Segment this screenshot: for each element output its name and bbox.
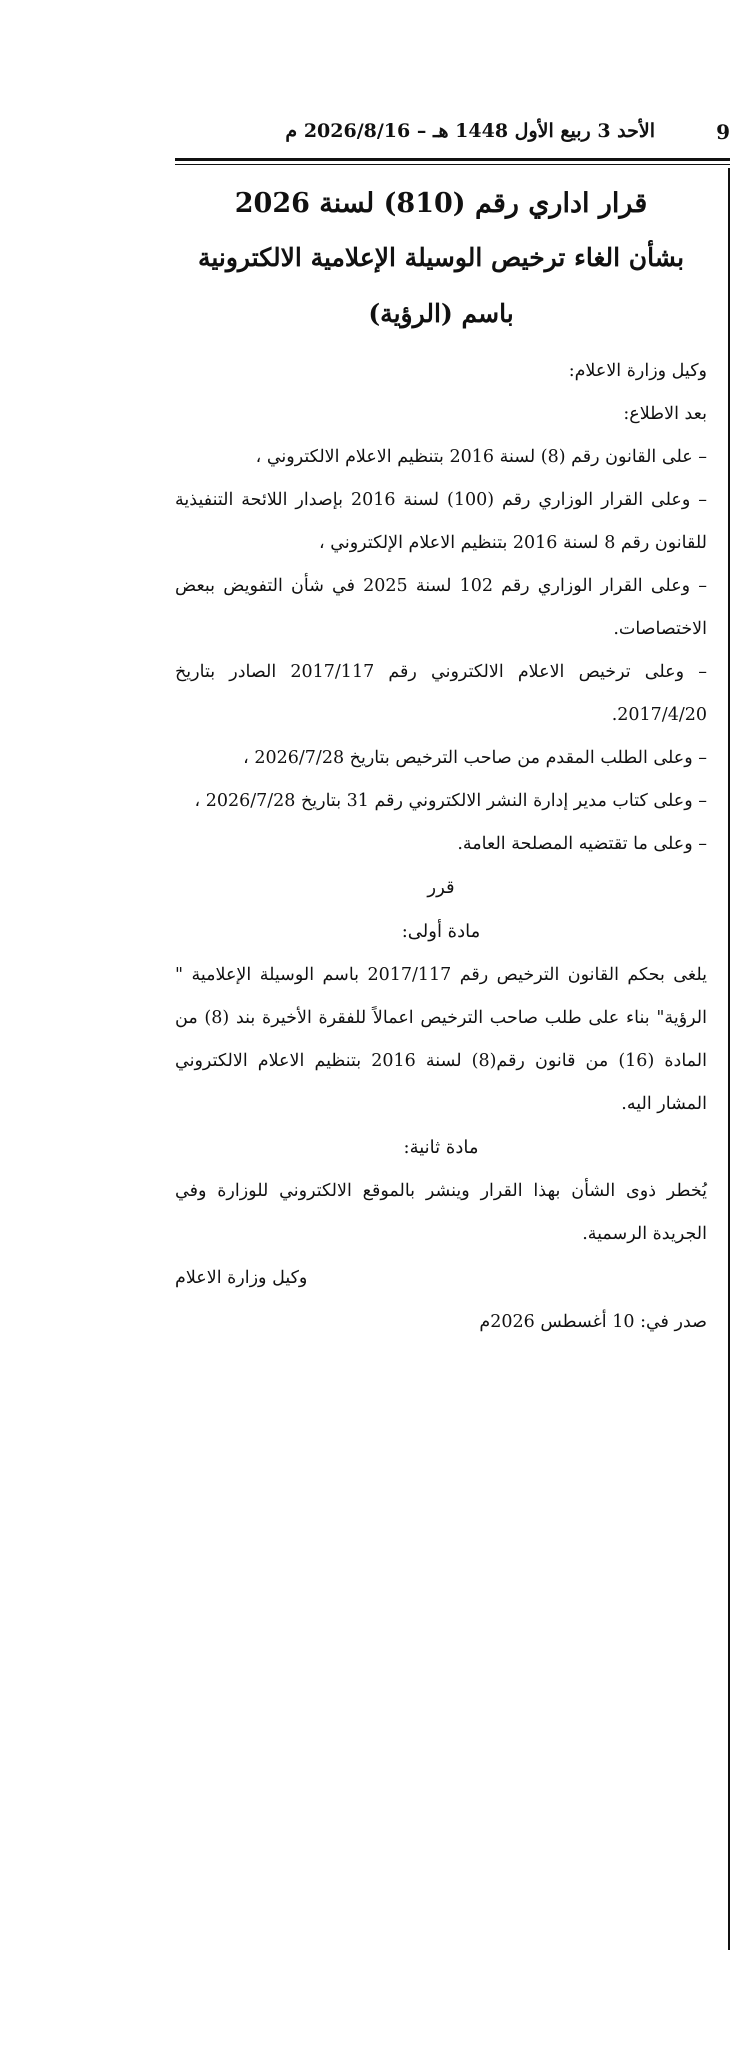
preamble-item: – على القانون رقم (8) لسنة 2016 بتنظيم الاعلام الالكتروني ، [255,447,707,467]
preamble-item: – وعلى الطلب المقدم من صاحب الترخيص بتاريخ 2026/7/28 ، [243,748,707,768]
preamble-item: – وعلى القرار الوزاري رقم (100) لسنة 2016 بإصدار اللائحة التنفيذية للقانون رقم 8 لسنة 2016 بتنظيم الاعلام الإلكتروني ، [175,490,708,553]
decided-heading: قرر [427,877,455,898]
page-number: 9 [716,120,730,144]
article2-title: مادة ثانية: [403,1137,479,1158]
preamble-item: – وعلى كتاب مدير إدارة النشر الالكتروني رقم 31 بتاريخ 2026/7/28 ، [194,791,707,811]
preamble-item: – وعلى ترخيص الاعلام الالكتروني رقم 2017/117 الصادر بتاريخ 2017/4/20. [175,662,707,725]
header-rule-thin [175,164,730,165]
decision-subject: بشأن الغاء ترخيص الوسيلة الإعلامية الالكترونية [197,243,685,272]
article1-text: يلغى بحكم القانون الترخيص رقم 2017/117 باسم الوسيلة الإعلامية " الرؤية" بناء على طلب صاحب الترخيص اعمالاً للفقرة الأخيرة بند (8) من المادة (16) من قانون رقم(8) لسنة 2016 بتنظيم الاعلام الالكتروني المشار اليه. [175,965,707,1114]
preamble-item: – وعلى القرار الوزاري رقم 102 لسنة 2025 في شأن التفويض ببعض الاختصاصات. [175,576,707,639]
article1-title: مادة أولى: [401,921,481,942]
after-review-line: بعد الاطلاع: [623,404,707,424]
preamble-item: – وعلى ما تقتضيه المصلحة العامة. [457,834,707,854]
page-header [175,118,730,148]
header-rule-thick [175,158,730,161]
article2-text: يُخطر ذوى الشأن بهذا القرار وينشر بالموقع الالكتروني للوزارة وفي الجريدة الرسمية. [175,1181,707,1244]
column-rule [728,168,730,1950]
header-date: الأحد 3 ربيع الأول 1448 هـ – 2026/8/16 م [285,120,655,142]
issued-date: صدر في: 10 أغسطس 2026م [479,1312,707,1332]
issuer-line: وكيل وزارة الاعلام: [568,361,707,381]
signature: وكيل وزارة الاعلام [175,1268,308,1288]
decision-title: قرار اداري رقم (810) لسنة 2026 [234,188,648,219]
decision-body [175,178,707,1344]
decision-name: باسم (الرؤية) [368,299,514,328]
